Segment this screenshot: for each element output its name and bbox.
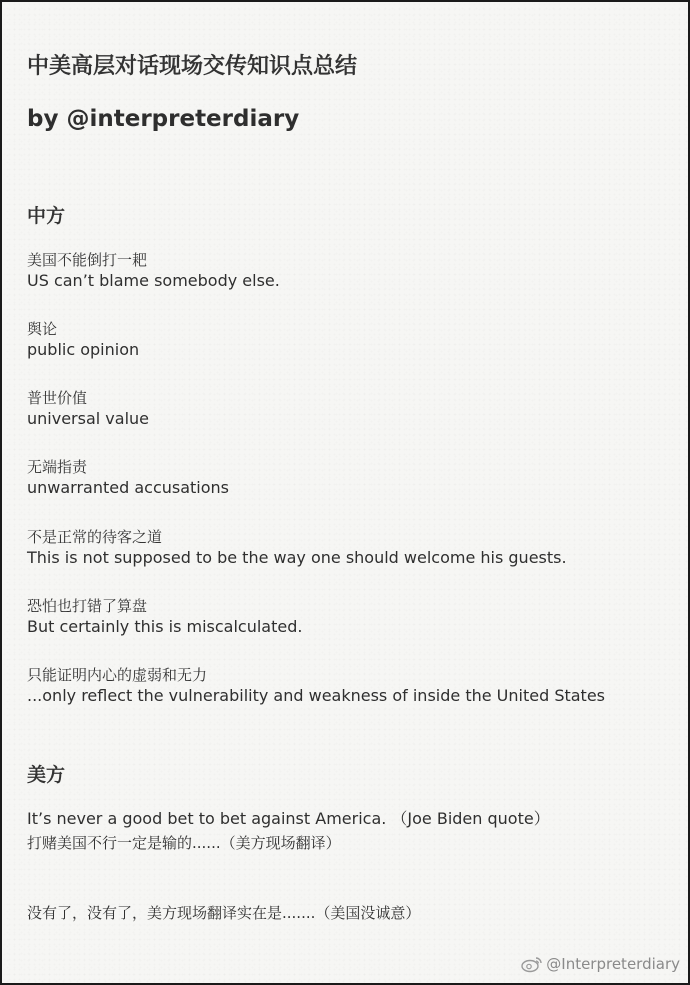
section-heading-us: 美方: [27, 764, 66, 786]
closing-remark: 没有了，没有了，美方现场翻译实在是.......（美国没诚意）: [27, 904, 421, 922]
term-chinese: 无端指责: [27, 458, 88, 476]
quote-english: It’s never a good bet to bet against America. （Joe Biden quote）: [27, 809, 550, 828]
term-entry: [27, 457, 229, 499]
term-entry: [27, 527, 567, 569]
term-english: public opinion: [27, 340, 140, 359]
term-english: ...only reflect the vulnerability and weakness of inside the United States: [27, 686, 605, 705]
author-byline: by @interpreterdiary: [27, 106, 300, 132]
section-heading-china: 中方: [27, 205, 66, 227]
term-entry: [27, 596, 302, 638]
term-entry: [27, 388, 149, 430]
term-english: But certainly this is miscalculated.: [27, 617, 303, 636]
term-english: universal value: [27, 409, 149, 428]
term-english: US can’t blame somebody else.: [27, 271, 280, 290]
term-english: This is not supposed to be the way one should welcome his guests.: [27, 548, 567, 567]
term-chinese: 恐怕也打错了算盘: [27, 597, 148, 615]
term-chinese: 不是正常的待客之道: [27, 528, 163, 546]
term-chinese: 美国不能倒打一耙: [27, 251, 148, 269]
term-chinese: 普世价值: [27, 389, 88, 407]
weibo-icon: [521, 955, 543, 973]
term-chinese: 只能证明内心的虚弱和无力: [27, 666, 208, 684]
watermark-text: @Interpreterdiary: [546, 955, 680, 973]
page-title: 中美高层对话现场交传知识点总结: [27, 54, 358, 79]
watermark: [521, 955, 680, 973]
term-entry: [27, 250, 280, 292]
term-entry: [27, 319, 139, 361]
quote-chinese: 打赌美国不行一定是输的......（美方现场翻译）: [27, 834, 341, 852]
term-entry: [27, 665, 605, 707]
term-chinese: 舆论: [27, 320, 58, 338]
term-english: unwarranted accusations: [27, 478, 230, 497]
